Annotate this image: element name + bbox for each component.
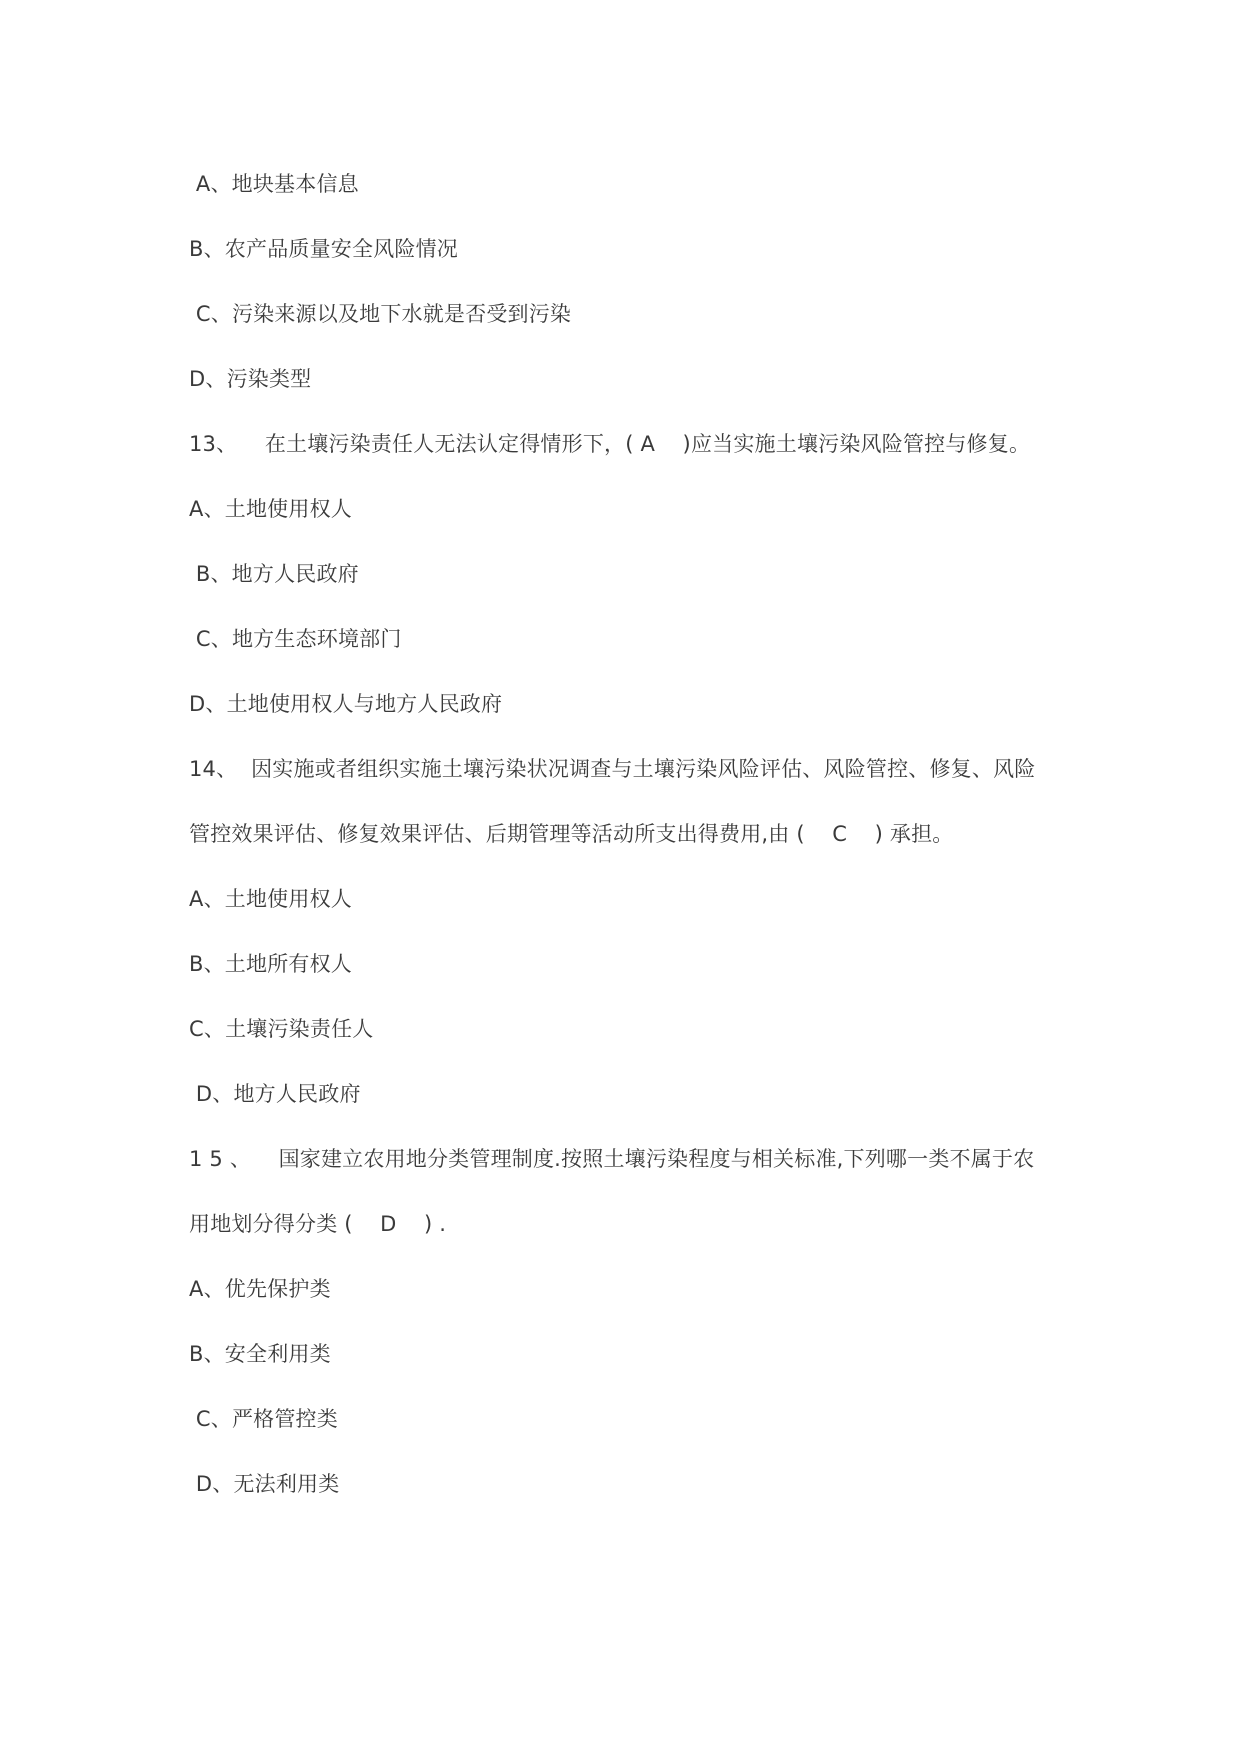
q12-option-d: D、污染类型 — [189, 367, 312, 391]
question-14-line-1: 14、 因实施或者组织实施土壤污染状况调查与土壤污染风险评估、风险管控、修复、风险 — [189, 757, 1036, 781]
question-14-line-2: 管控效果评估、修复效果评估、后期管理等活动所支出得费用,由 ( C ) 承担。 — [189, 822, 954, 846]
q13-option-c: C、地方生态环境部门 — [189, 627, 402, 651]
q12-option-b: B、农产品质量安全风险情况 — [189, 237, 459, 261]
q15-option-d: D、无法利用类 — [189, 1472, 340, 1496]
q15-option-c: C、严格管控类 — [189, 1407, 338, 1431]
question-13: 13、 在土壤污染责任人无法认定得情形下，( A )应当实施土壤污染风险管控与修复。 — [189, 432, 1031, 456]
q15-option-b: B、安全利用类 — [189, 1342, 331, 1366]
q14-option-b: B、土地所有权人 — [189, 952, 353, 976]
q14-option-c: C、土壤污染责任人 — [189, 1017, 374, 1041]
q12-option-a: A、地块基本信息 — [189, 172, 359, 196]
question-15-line-1: 1 5 、 国家建立农用地分类管理制度.按照土壤污染程度与相关标准,下列哪一类不属于农 — [189, 1147, 1035, 1171]
q13-option-a: A、土地使用权人 — [189, 497, 352, 521]
q14-option-a: A、土地使用权人 — [189, 887, 352, 911]
q12-option-c: C、污染来源以及地下水就是否受到污染 — [189, 302, 572, 326]
q15-option-a: A、优先保护类 — [189, 1277, 331, 1301]
q14-option-d: D、地方人民政府 — [189, 1082, 361, 1106]
q13-option-b: B、地方人民政府 — [189, 562, 359, 586]
question-15-line-2: 用地划分得分类 ( D ) . — [189, 1212, 447, 1236]
q13-option-d: D、土地使用权人与地方人民政府 — [189, 692, 503, 716]
